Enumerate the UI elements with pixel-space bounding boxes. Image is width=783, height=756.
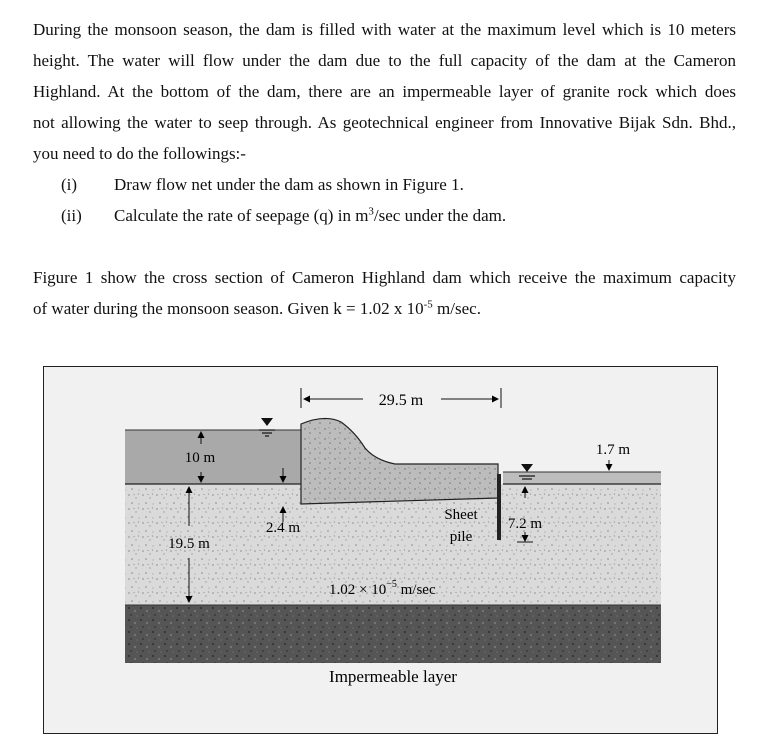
- figure-line-2-a: of water during the monsoon season. Given k = 1.02 x 10: [33, 299, 424, 318]
- permeability-label-b: m/sec: [396, 582, 436, 598]
- intro-paragraph: [33, 14, 736, 169]
- dam-width-label: 29.5 m: [378, 392, 424, 409]
- sheet-pile-label-line-2: pile: [449, 529, 473, 545]
- figure-line-2: [33, 293, 736, 324]
- upstream-cutoff-label: 2.4 m: [265, 520, 301, 536]
- impermeable-layer-label: Impermeable layer: [329, 667, 457, 686]
- task-2-text-b: /sec under the dam.: [373, 206, 507, 225]
- downstream-water: [503, 472, 661, 484]
- permeability-label: [329, 579, 436, 598]
- soil-depth-label: 19.5 m: [168, 536, 210, 552]
- downstream-depth-label: 1.7 m: [595, 442, 631, 458]
- figure-paragraph: [33, 262, 736, 324]
- task-2-text: [114, 200, 506, 231]
- task-1-text: Draw flow net under the dam as shown in Figure 1.: [114, 175, 464, 194]
- permeability-label-sup: −5: [386, 579, 397, 590]
- task-1-number: (i): [61, 175, 78, 194]
- figure-line-1: Figure 1 show the cross section of Cameron Highland dam which receive the maximum capacity: [33, 268, 736, 287]
- dam-cross-section-figure: [43, 366, 718, 734]
- task-2-sup: 3: [368, 205, 374, 218]
- intro-line-2: height. The water will flow under the dam due to the full capacity of the dam at the Cameron: [33, 51, 736, 70]
- impermeable-rock-layer: [125, 605, 661, 663]
- task-2-number: (ii): [61, 206, 82, 225]
- figure-line-2-sup: -5: [423, 298, 433, 311]
- sheet-pile-depth-label: 7.2 m: [507, 516, 543, 532]
- intro-line-4: not allowing the water to seep through. As geotechnical engineer from Innovative Bijak Sdn. Bhd.,: [33, 113, 736, 132]
- intro-line-3: Highland. At the bottom of the dam, there are an impermeable layer of granite rock which does: [33, 82, 736, 101]
- sheet-pile: [497, 474, 501, 540]
- task-2-text-a: Calculate the rate of seepage (q) in m: [114, 206, 369, 225]
- permeability-label-a: 1.02 × 10: [329, 582, 387, 598]
- sheet-pile-label-line-1: Sheet: [444, 507, 478, 523]
- intro-line-5: you need to do the followings:-: [33, 144, 246, 163]
- figure-line-2-b: m/sec.: [432, 299, 481, 318]
- intro-line-1: During the monsoon season, the dam is filled with water at the maximum level which is 10 meters: [33, 20, 736, 39]
- upstream-depth-label: 10 m: [184, 450, 216, 466]
